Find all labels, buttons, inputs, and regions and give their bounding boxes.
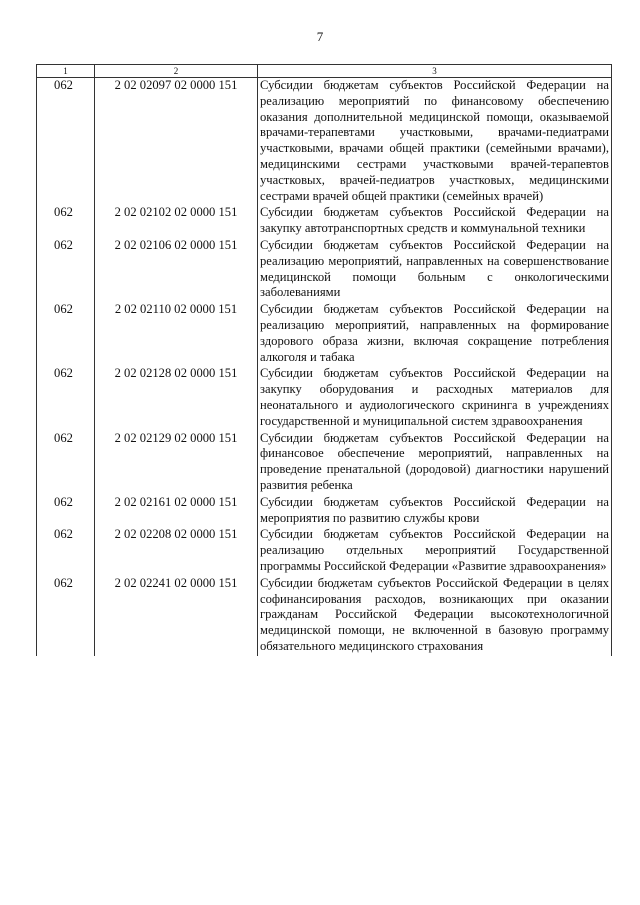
admin-code-cell: 062 [37, 238, 95, 302]
table-row [37, 302, 612, 366]
table-row [37, 431, 612, 495]
admin-code-cell: 062 [37, 431, 95, 495]
page-number: 7 [316, 29, 324, 44]
description-cell: Субсидии бюджетам субъектов Российской Федерации на реализацию мероприятий по финансовому обеспечению оказания дополнительной медицинской помощи, оказываемой врачами-терапевтами участковыми, врачами-педиатрами участковыми, врачами общей практики (семейными врачами), медицинскими сестрами участковыми врачей-терапевтов участковых, врачей-педиатров участковых, медицинскими сестрами врачей общей практики (семейных врачей) [258, 78, 612, 206]
admin-code-cell: 062 [37, 576, 95, 656]
admin-code-cell: 062 [37, 205, 95, 238]
budget-code-cell: 2 02 02102 02 0000 151 [95, 205, 258, 238]
description-cell: Субсидии бюджетам субъектов Российской Федерации на финансовое обеспечение мероприятий, направленных на проведение пренатальной (дородовой) диагностики нарушений развития ребенка [258, 431, 612, 495]
table-row [37, 78, 612, 206]
description-cell: Субсидии бюджетам субъектов Российской Федерации на реализацию мероприятий, направленных на формирование здорового образа жизни, включая сокращение потребления алкоголя и табака [258, 302, 612, 366]
admin-code-cell: 062 [37, 527, 95, 575]
description-cell: Субсидии бюджетам субъектов Российской Федерации на закупку автотранспортных средств и коммунальной техники [258, 205, 612, 238]
budget-code-cell: 2 02 02161 02 0000 151 [95, 495, 258, 528]
description-cell: Субсидии бюджетам субъектов Российской Федерации на мероприятия по развитию службы крови [258, 495, 612, 528]
budget-code-cell: 2 02 02128 02 0000 151 [95, 366, 258, 430]
column-header-3: 3 [258, 65, 612, 78]
budget-code-cell: 2 02 02241 02 0000 151 [95, 576, 258, 656]
budget-code-cell: 2 02 02110 02 0000 151 [95, 302, 258, 366]
table-row [37, 366, 612, 430]
admin-code-cell: 062 [37, 495, 95, 528]
table-row [37, 527, 612, 575]
description-cell: Субсидии бюджетам субъектов Российской Федерации на закупку оборудования и расходных материалов для неонатального и аудиологического скрининга в учреждениях государственной и муниципальной систем здравоохранения [258, 366, 612, 430]
table-row [37, 495, 612, 528]
description-cell: Субсидии бюджетам субъектов Российской Федерации на реализацию мероприятий, направленных на совершенствование медицинской помощи больным с онкологическими заболеваниями [258, 238, 612, 302]
admin-code-cell: 062 [37, 78, 95, 206]
description-cell: Субсидии бюджетам субъектов Российской Федерации в целях софинансирования расходов, возникающих при оказании гражданам Российской Федерации высокотехнологичной медицинской помощи, не включенной в базовую программу обязательного медицинского страхования [258, 576, 612, 656]
column-header-1: 1 [37, 65, 95, 78]
budget-classification-table [36, 64, 612, 656]
table-row [37, 576, 612, 656]
budget-code-cell: 2 02 02129 02 0000 151 [95, 431, 258, 495]
budget-code-cell: 2 02 02208 02 0000 151 [95, 527, 258, 575]
description-cell: Субсидии бюджетам субъектов Российской Федерации на реализацию отдельных мероприятий Государственной программы Российской Федерации «Развитие здравоохранения» [258, 527, 612, 575]
budget-code-cell: 2 02 02106 02 0000 151 [95, 238, 258, 302]
column-header-2: 2 [95, 65, 258, 78]
admin-code-cell: 062 [37, 302, 95, 366]
table-header-row [37, 65, 612, 78]
table-row [37, 205, 612, 238]
admin-code-cell: 062 [37, 366, 95, 430]
table-row [37, 238, 612, 302]
budget-code-cell: 2 02 02097 02 0000 151 [95, 78, 258, 206]
